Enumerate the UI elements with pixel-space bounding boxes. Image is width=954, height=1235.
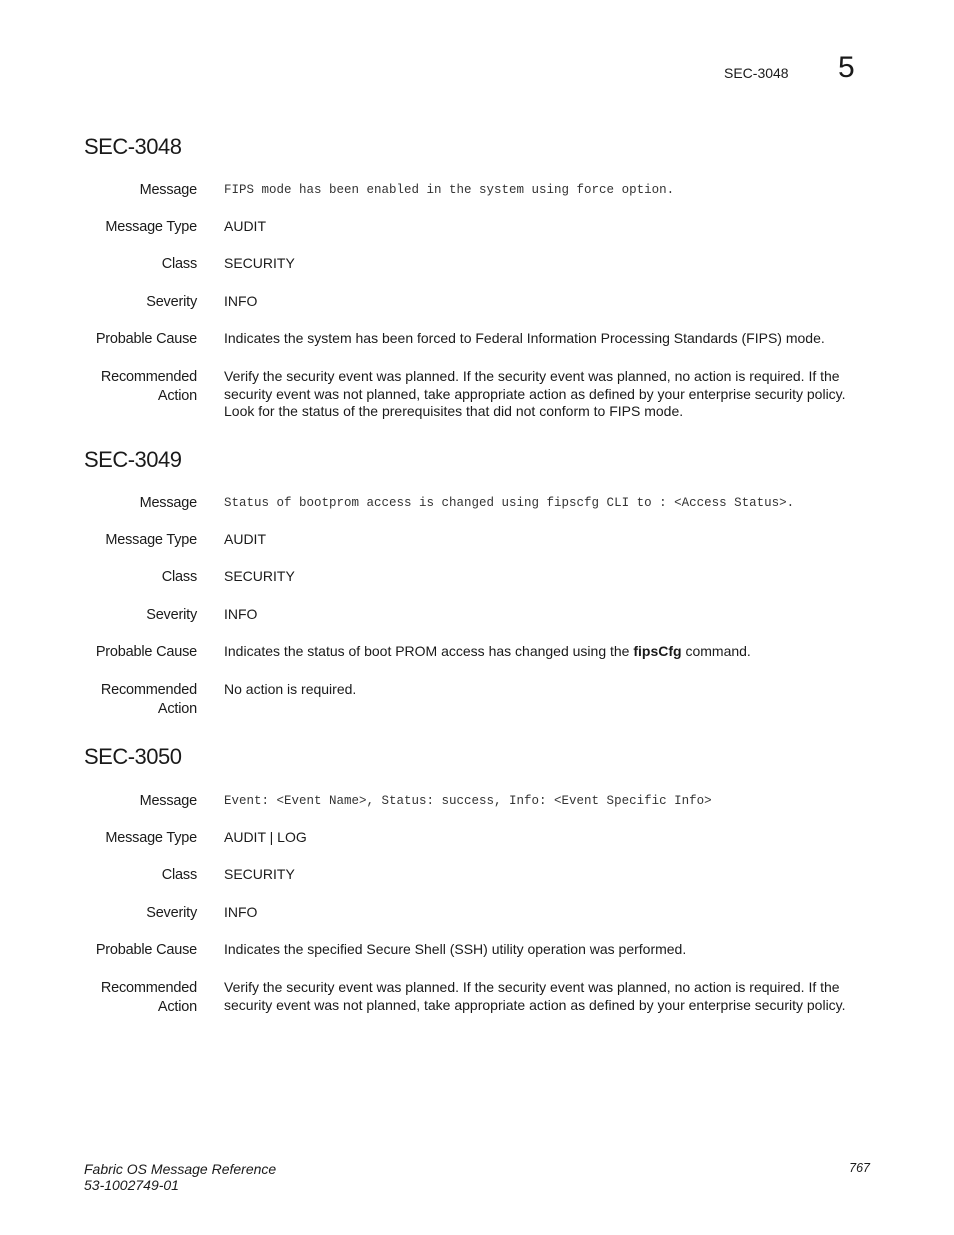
probable-cause-label: Probable Cause [95, 331, 197, 347]
action-line: security event was not planned, take appropriate action as defined by your enterprise security policy. [224, 996, 846, 1013]
probable-cause-label: Probable Cause [95, 942, 197, 958]
message-type-value: AUDIT [224, 531, 266, 547]
entry-title: SEC-3048 [84, 134, 182, 159]
severity-value: INFO [224, 293, 258, 309]
action-line: Verify the security event was planned. If the security event was planned, no action is required. If the [224, 368, 840, 384]
severity-value: INFO [224, 606, 258, 622]
message-label: Message [139, 182, 197, 198]
class-label: Class [161, 256, 197, 272]
action-line: Verify the security event was planned. If the security event was planned, no action is required. If the [224, 979, 840, 995]
footer-doc-title: Fabric OS Message Reference [84, 1161, 277, 1177]
message-type-label: Message Type [105, 219, 197, 235]
message-type-label: Message Type [105, 532, 197, 548]
message-label: Message [139, 793, 197, 809]
recommended-label-line1: Recommended [100, 980, 197, 996]
footer-doc-info [84, 1161, 276, 1193]
message-value: Status of bootprom access is changed using fipscfg CLI to : <Access Status>. [224, 496, 795, 510]
probable-cause-value [224, 643, 854, 661]
probable-cause-text: Indicates the status of boot PROM access has changed using the [224, 643, 634, 659]
recommended-action-label [60, 681, 197, 719]
header-chapter-number: 5 [838, 51, 855, 84]
class-value: SECURITY [224, 866, 295, 882]
severity-label: Severity [146, 294, 197, 310]
entry-title: SEC-3050 [84, 744, 182, 769]
recommended-label-line2: Action [157, 388, 197, 404]
class-label: Class [161, 569, 197, 585]
class-value: SECURITY [224, 255, 295, 271]
message-value: Event: <Event Name>, Status: success, Info: <Event Specific Info> [224, 794, 712, 808]
severity-value: INFO [224, 904, 258, 920]
probable-cause-value: Indicates the specified Secure Shell (SSH) utility operation was performed. [224, 941, 687, 957]
recommended-label-line2: Action [157, 701, 197, 717]
entry-title: SEC-3049 [84, 447, 182, 472]
message-type-value: AUDIT [224, 218, 266, 234]
action-line: security event was not planned, take appropriate action as defined by your enterprise security policy. [224, 385, 846, 402]
recommended-action-value [224, 368, 854, 421]
message-label: Message [139, 495, 197, 511]
recommended-label-line1: Recommended [100, 369, 197, 385]
action-line: No action is required. [224, 681, 357, 697]
message-type-label: Message Type [105, 830, 197, 846]
severity-label: Severity [146, 607, 197, 623]
message-value: FIPS mode has been enabled in the system using force option. [224, 183, 675, 197]
recommended-label-line1: Recommended [100, 682, 197, 698]
header-section-id: SEC-3048 [724, 65, 789, 81]
severity-label: Severity [146, 905, 197, 921]
footer-doc-number: 53-1002749-01 [84, 1177, 179, 1193]
recommended-action-value [224, 979, 854, 1014]
recommended-label-line2: Action [157, 999, 197, 1015]
recommended-action-label [60, 979, 197, 1017]
class-label: Class [161, 867, 197, 883]
footer-page-number: 767 [849, 1161, 870, 1175]
probable-cause-text-end: command. [681, 643, 751, 659]
probable-cause-label: Probable Cause [95, 644, 197, 660]
recommended-action-label [60, 368, 197, 406]
recommended-action-value [224, 681, 854, 699]
class-value: SECURITY [224, 568, 295, 584]
command-name: fipsCfg [633, 643, 682, 659]
probable-cause-value: Indicates the system has been forced to Federal Information Processing Standards (FIPS) mode. [224, 330, 825, 346]
action-line: Look for the status of the prerequisites that did not conform to FIPS mode. [224, 403, 684, 419]
message-type-value: AUDIT | LOG [224, 829, 307, 845]
